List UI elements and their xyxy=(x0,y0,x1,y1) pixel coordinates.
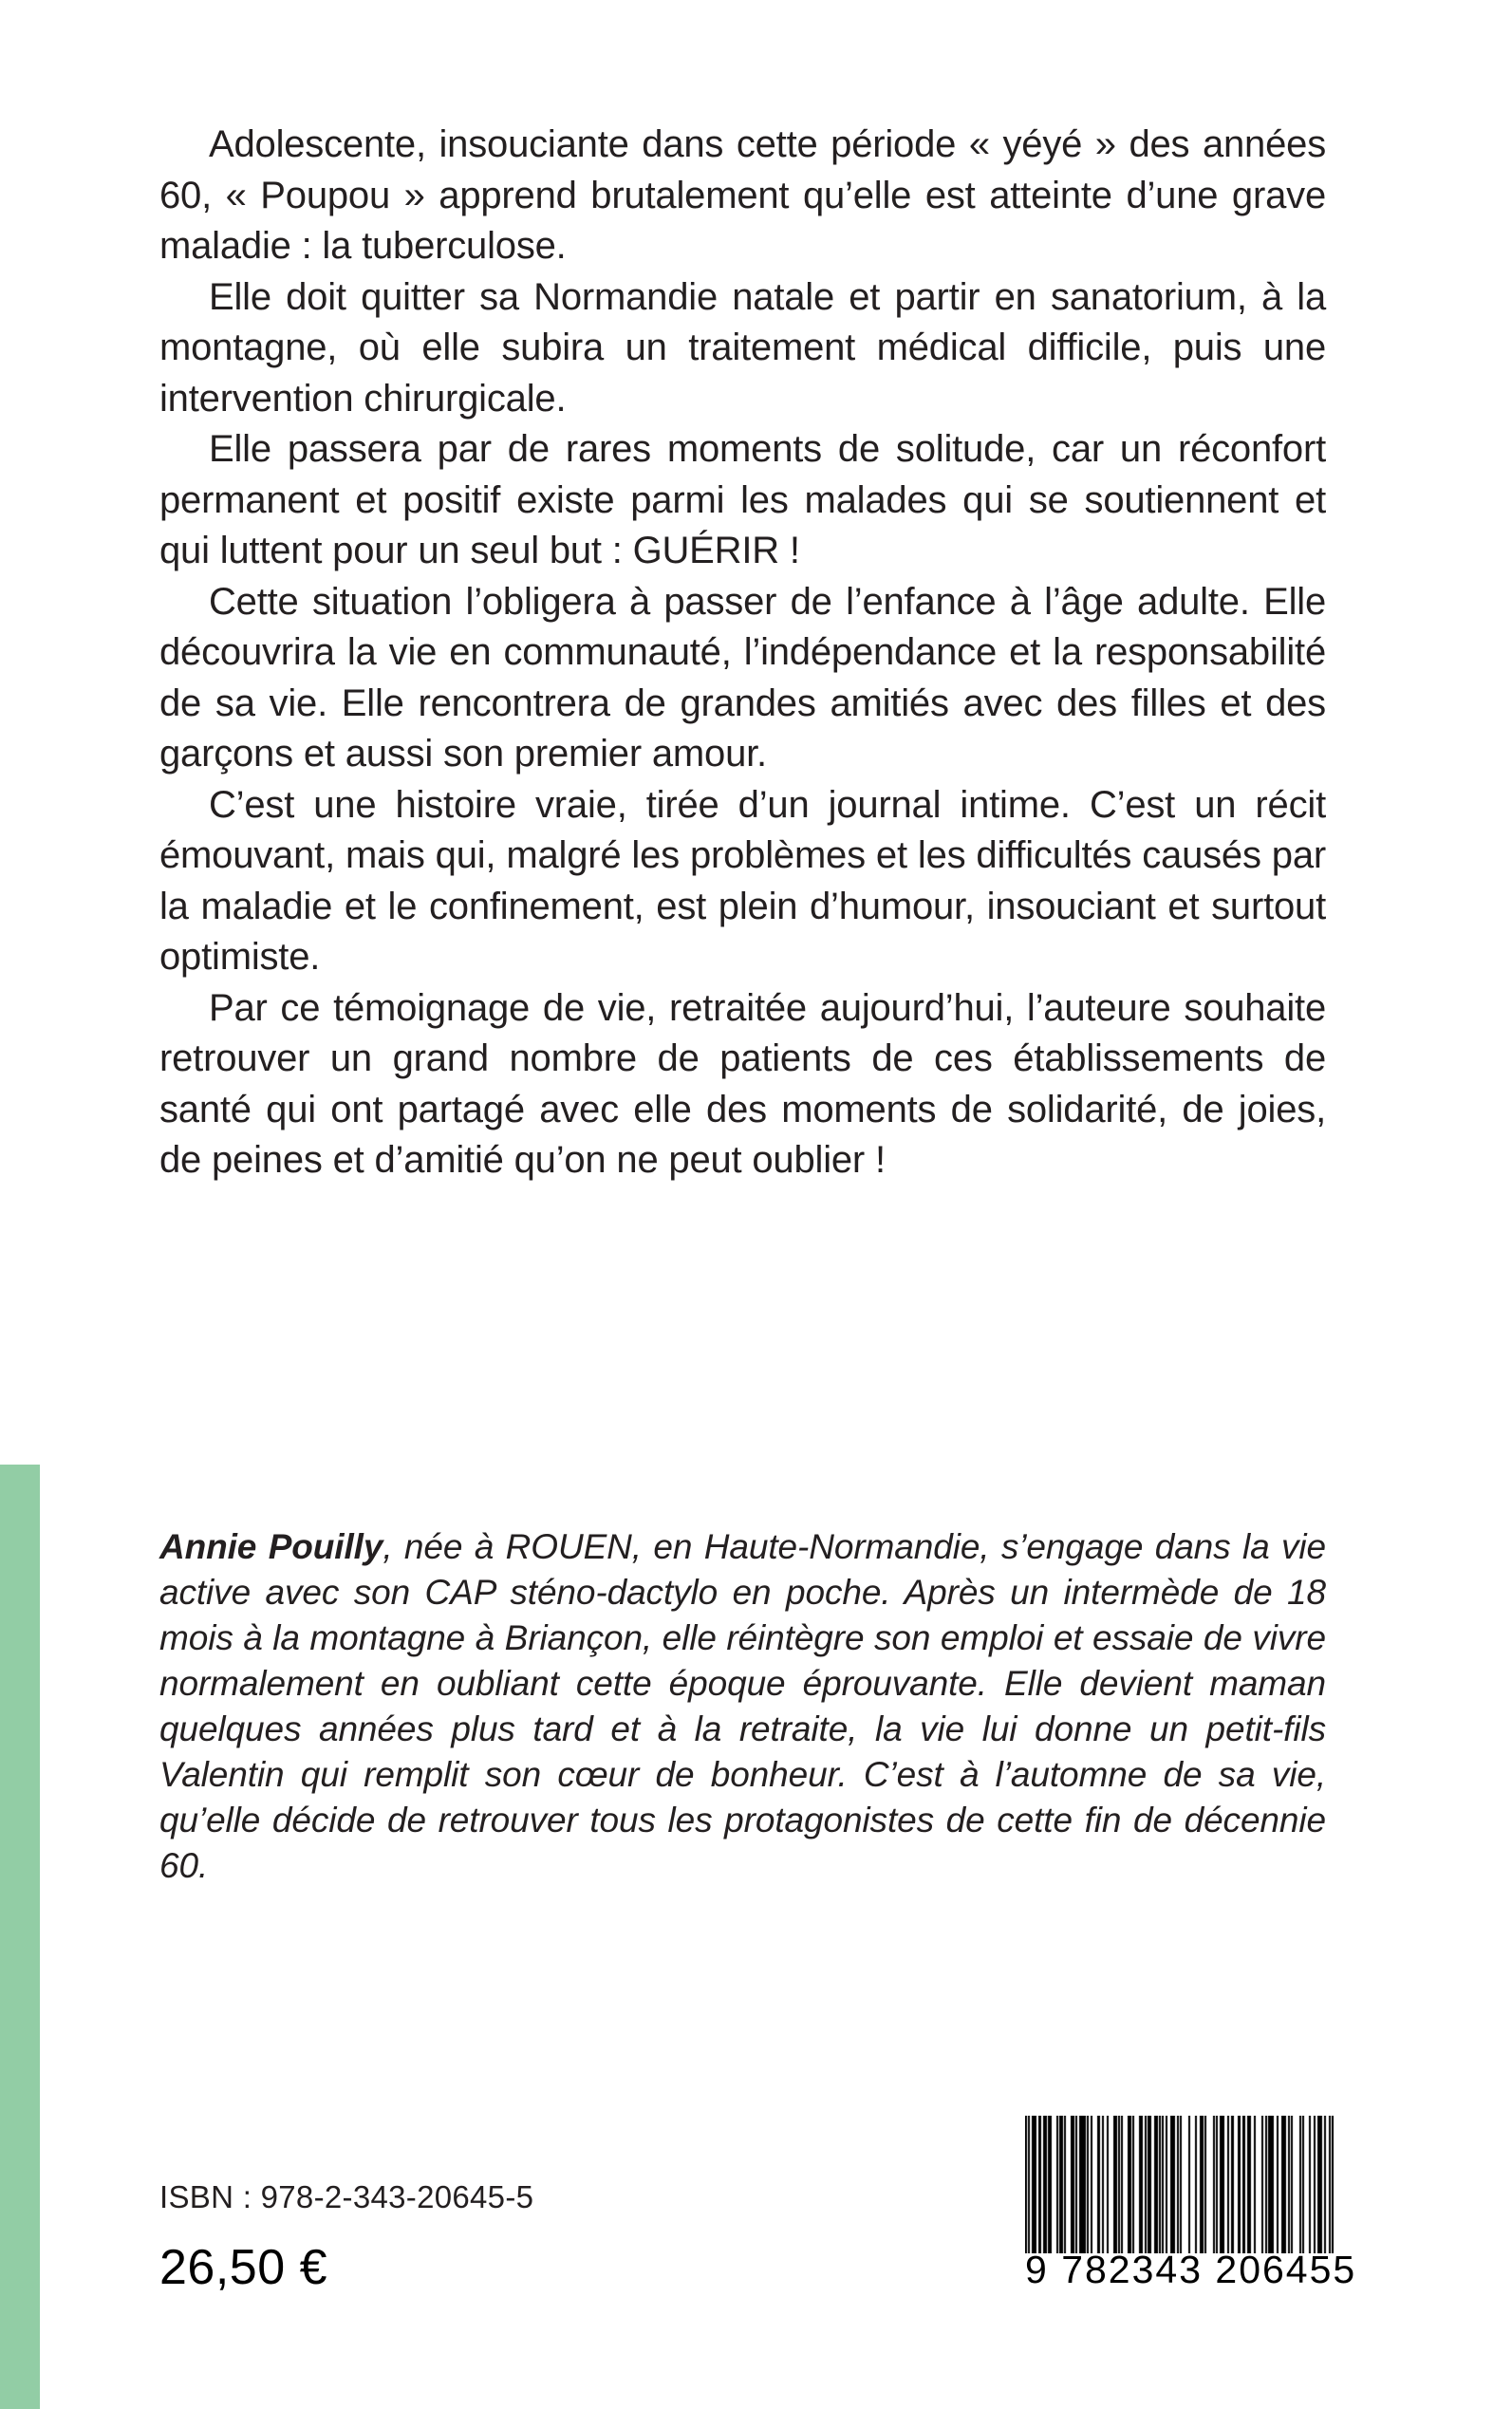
blurb-paragraph: C’est une histoire vraie, tirée d’un journal intime. C’est un récit émouvant, mais qui, malgré les problèmes et les difficultés causés par la maladie et le confinement, est plein d’humour, insouciant et surtout optimiste. xyxy=(159,783,1326,978)
blurb-paragraph: Adolescente, insouciante dans cette période « yéyé » des années 60, « Poupou » apprend brutalement qu’elle est atteinte d’une grave maladie : la tuberculose. xyxy=(159,123,1326,267)
ean13-barcode xyxy=(1025,2116,1357,2296)
author-name: Annie Pouilly xyxy=(159,1527,383,1566)
barcode-digits: 9 782343 206455 xyxy=(1025,2248,1357,2291)
author-bio-body: , née à ROUEN, en Haute-Normandie, s’engage dans la vie active avec son CAP sténo-dactylo en poche. Après un intermède de 18 mois à la montagne à Briançon, elle réintègre son emploi et essaie de vivre normalement en oubliant cette époque éprouvante. Elle devient maman quelques années plus tard et à la retraite, la vie lui donne un petit-fils Valentin qui remplit son cœur de bonheur. C’est à l’automne de sa vie, qu’elle décide de retrouver tous les protagonistes de cette fin de décennie 60. xyxy=(159,1527,1327,1885)
price-label: 26,50 € xyxy=(159,2240,327,2295)
blurb-paragraph: Cette situation l’obligera à passer de l’enfance à l’âge adulte. Elle découvrira la vie en communauté, l’indépendance et la responsabilité de sa vie. Elle rencontrera de grandes amitiés avec des filles et des garçons et aussi son premier amour. xyxy=(159,580,1326,775)
blurb-block xyxy=(159,120,1326,1186)
blurb-paragraph: Elle doit quitter sa Normandie natale et partir en sanatorium, à la montagne, où elle subira un traitement médical difficile, puis une intervention chirurgicale. xyxy=(159,275,1326,420)
accent-band xyxy=(0,1465,40,2409)
author-bio-block xyxy=(159,1524,1326,1889)
barcode-bars xyxy=(1025,2116,1334,2253)
blurb-paragraph: Elle passera par de rares moments de solitude, car un réconfort permanent et positif existe parmi les malades qui se soutiennent et qui luttent pour un seul but : GUÉRIR ! xyxy=(159,428,1326,571)
blurb-paragraph: Par ce témoignage de vie, retraitée aujourd’hui, l’auteure souhaite retrouver un grand nombre de patients de ces établissements de santé qui ont partagé avec elle des moments de solidarité, de joies, de peines et d’amitié qu’on ne peut oublier ! xyxy=(159,986,1326,1181)
author-bio-text xyxy=(159,1524,1326,1889)
isbn-label: ISBN : 978-2-343-20645-5 xyxy=(159,2179,534,2214)
